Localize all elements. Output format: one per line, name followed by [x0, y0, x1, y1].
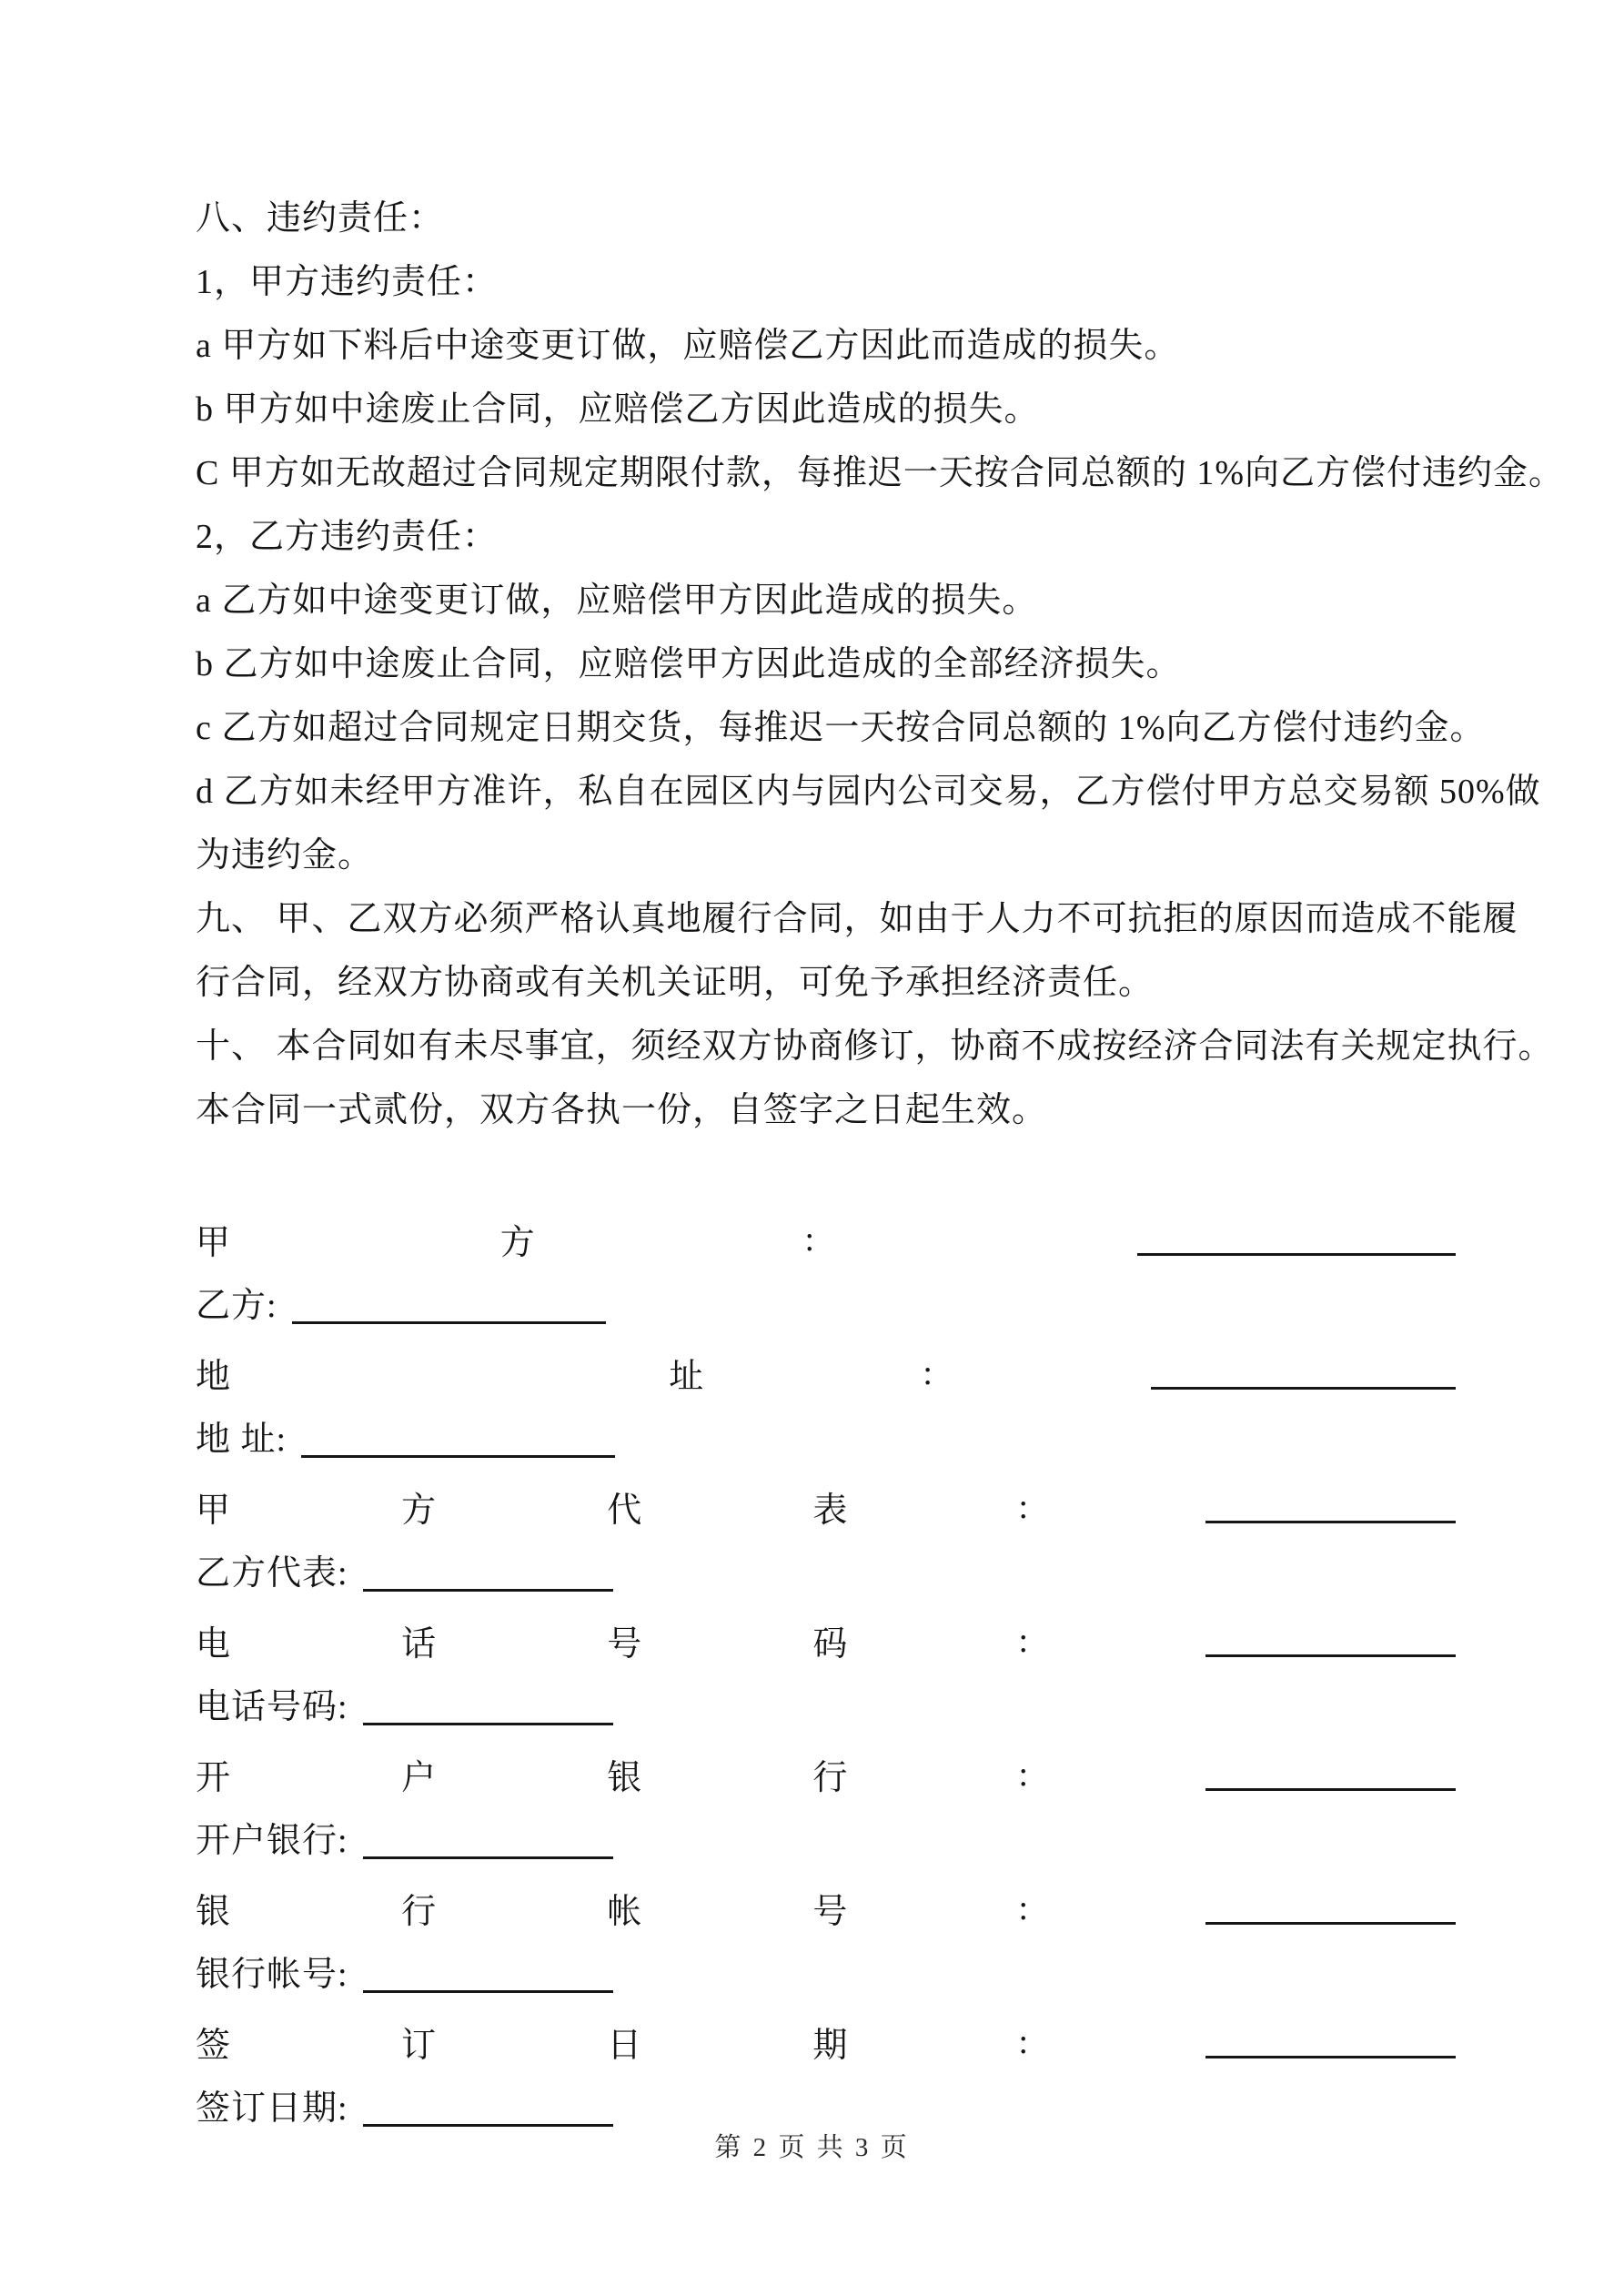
label-char: 甲 — [196, 1492, 231, 1531]
body-line: c 乙方如超过合同规定日期交货，每推迟一天按合同总额的 1%向乙方偿付违约金。 — [196, 709, 1486, 747]
party-b-phone-blank[interactable] — [363, 1692, 613, 1725]
label-party-b-bank: 开户银行: — [196, 1821, 348, 1860]
signature-row-party-b-account — [0, 1942, 1624, 2009]
signature-row-party-b-phone — [0, 1674, 1624, 1742]
label-char: 银 — [196, 1893, 231, 1932]
party-b-representative-blank[interactable] — [363, 1558, 613, 1592]
body-line: a 乙方如中途变更订做，应赔偿甲方因此造成的损失。 — [196, 582, 1038, 620]
body-line: 2，乙方违约责任： — [196, 518, 499, 556]
label-party-b-phone: 电话号码: — [196, 1687, 348, 1726]
label-char: 代 — [607, 1492, 642, 1531]
label-char: 号 — [607, 1625, 642, 1664]
label-party-a-sign-date — [196, 2008, 1028, 2076]
label-char: 甲 — [196, 1224, 231, 1263]
body-line: C 甲方如无故超过合同规定期限付款，每推迟一天按合同总额的 1%向乙方偿付违约金。 — [196, 454, 1565, 492]
colon: : — [1018, 1755, 1028, 1794]
label-char: 日 — [607, 2027, 642, 2066]
label-char: 地 — [196, 1358, 231, 1397]
body-line: 八、违约责任： — [196, 199, 445, 238]
party-b-name-blank[interactable] — [292, 1290, 606, 1324]
body-line: b 乙方如中途废止合同，应赔偿甲方因此造成的全部经济损失。 — [196, 645, 1182, 683]
signature-row-party-a-bank — [0, 1741, 1624, 1808]
label-char: 银 — [607, 1759, 642, 1798]
party-b-account-blank[interactable] — [363, 1959, 613, 1993]
signature-row-party-b-address — [0, 1407, 1624, 1474]
label-char: 表 — [812, 1492, 848, 1531]
signature-row-party-a-representative — [0, 1473, 1624, 1541]
body-line: d 乙方如未经甲方准许，私自在园区内与园内公司交易，乙方偿付甲方总交易额 50%做 — [196, 773, 1541, 811]
label-char: 方 — [499, 1224, 535, 1263]
label-char: 话 — [401, 1625, 437, 1664]
body-line: 1，甲方违约责任： — [196, 263, 499, 301]
signature-row-party-a-sign-date — [0, 2008, 1624, 2076]
label-party-a-bank — [196, 1741, 1028, 1808]
party-a-account-blank[interactable] — [1205, 1922, 1456, 1925]
signature-block — [0, 1206, 1624, 2142]
label-char: 开 — [196, 1759, 231, 1798]
colon: : — [1018, 1888, 1028, 1927]
party-a-bank-blank[interactable] — [1205, 1788, 1456, 1791]
label-char: 号 — [812, 1893, 848, 1932]
body-line: 十、 本合同如有未尽事宜，须经双方协商修订，协商不成按经济合同法有关规定执行。 — [196, 1027, 1554, 1066]
label-party-b-sign-date: 签订日期: — [196, 2089, 348, 2128]
label-party-b-address: 地 址: — [196, 1420, 287, 1459]
colon: : — [1018, 1621, 1028, 1660]
label-party-a-phone — [196, 1607, 1028, 1674]
colon: : — [804, 1219, 814, 1259]
body-lines — [196, 187, 1565, 1142]
label-party-a-account — [196, 1875, 1028, 1942]
signature-row-party-a-address — [0, 1340, 1624, 1407]
colon: : — [923, 1353, 933, 1392]
body-line: b 甲方如中途废止合同，应赔偿乙方因此造成的损失。 — [196, 390, 1040, 429]
party-b-sign-date-blank[interactable] — [363, 2093, 613, 2127]
label-party-a-representative — [196, 1473, 1028, 1541]
signature-row-party-b-name — [0, 1273, 1624, 1340]
label-char: 签 — [196, 2027, 231, 2066]
body-line: 九、 甲、乙双方必须严格认真地履行合同，如由于人力不可抗拒的原因而造成不能履 — [196, 900, 1518, 938]
label-party-a-address — [196, 1340, 933, 1407]
label-char: 行 — [401, 1893, 437, 1932]
body-line: 本合同一式贰份，双方各执一份，自签字之日起生效。 — [196, 1091, 1048, 1129]
label-char: 方 — [401, 1492, 437, 1531]
body-line: 为违约金。 — [196, 836, 374, 875]
party-a-phone-blank[interactable] — [1205, 1654, 1456, 1657]
page-number-footer: 第 2 页 共 3 页 — [714, 2133, 910, 2162]
label-char: 电 — [196, 1625, 231, 1664]
body-line: 行合同，经双方协商或有关机关证明，可免予承担经济责任。 — [196, 964, 1155, 1002]
signature-row-party-a-phone — [0, 1607, 1624, 1674]
party-a-name-blank[interactable] — [1137, 1253, 1456, 1256]
label-party-b-representative: 乙方代表: — [196, 1553, 348, 1593]
label-char: 户 — [401, 1759, 437, 1798]
signature-row-party-a-name — [0, 1206, 1624, 1273]
label-char: 址 — [669, 1358, 704, 1397]
party-a-sign-date-blank[interactable] — [1205, 2056, 1456, 2058]
label-char: 期 — [812, 2027, 848, 2066]
label-party-b-name: 乙方: — [196, 1286, 277, 1325]
label-char: 帐 — [607, 1893, 642, 1932]
body-line: a 甲方如下料后中途变更订做，应赔偿乙方因此而造成的损失。 — [196, 327, 1180, 365]
label-char: 订 — [401, 2027, 437, 2066]
signature-row-party-a-account — [0, 1875, 1624, 1942]
colon: : — [1018, 2022, 1028, 2061]
label-party-b-account: 银行帐号: — [196, 1955, 348, 1994]
signature-row-party-b-bank — [0, 1808, 1624, 1876]
party-b-bank-blank[interactable] — [363, 1826, 613, 1859]
colon: : — [1018, 1487, 1028, 1526]
signature-row-party-b-representative — [0, 1541, 1624, 1608]
label-char: 码 — [812, 1625, 848, 1664]
party-a-address-blank[interactable] — [1151, 1387, 1456, 1390]
party-b-address-blank[interactable] — [301, 1424, 615, 1458]
label-char: 行 — [812, 1759, 848, 1798]
label-party-a-name — [196, 1206, 814, 1273]
party-a-representative-blank[interactable] — [1205, 1521, 1456, 1523]
